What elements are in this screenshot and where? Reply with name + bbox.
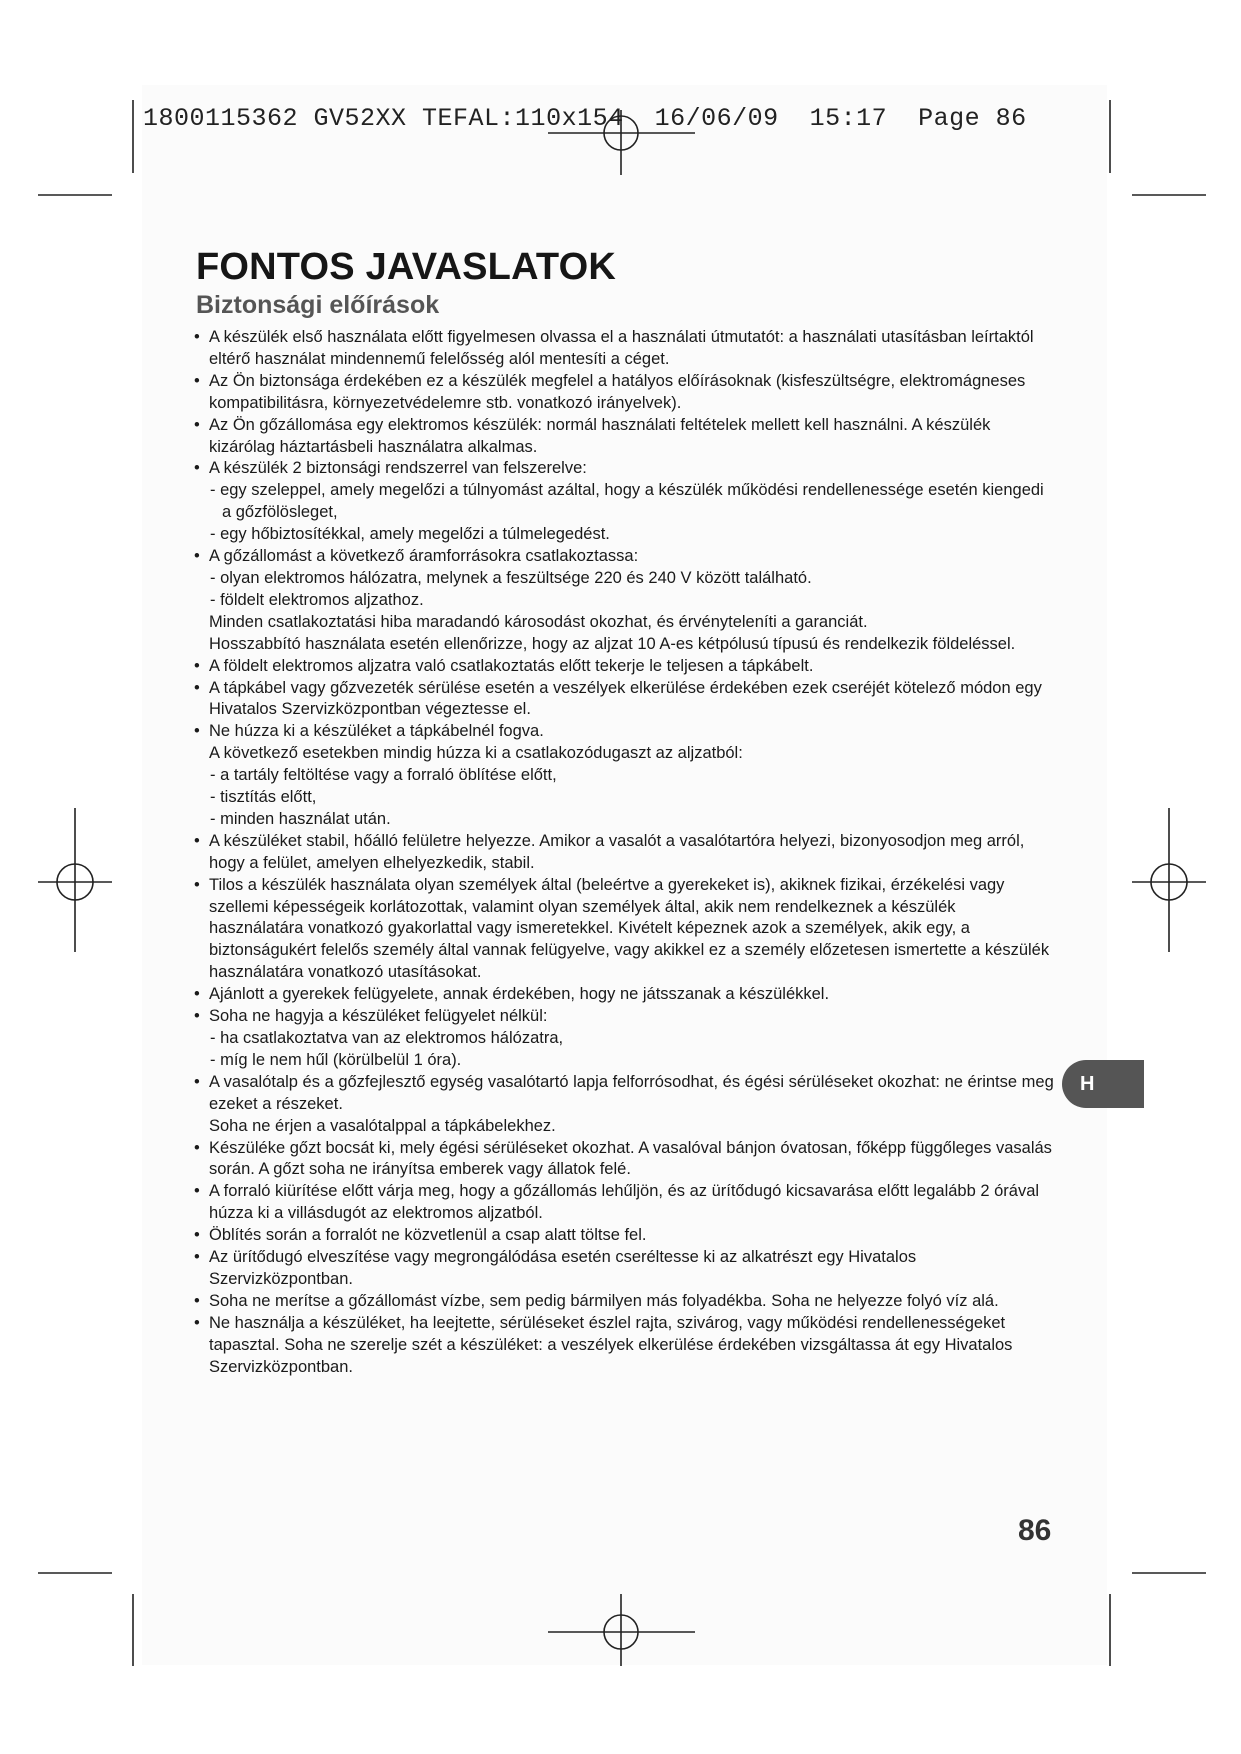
bullet-item: • A készüléket stabil, hőálló felületre helyezze. Amikor a vasalót a vasalótartóra helyezi, bizonyosodjon meg arról, hogy a felület, amelyen elhelyezkedik, stabil.	[194, 831, 1054, 875]
sub-item: - földelt elektromos aljzathoz.	[210, 590, 424, 609]
indented-paragraph: Hosszabbító használata esetén ellenőrizze, hogy az aljzat 10 A-es kétpólusú típusú és rendelkezik földeléssel.	[209, 634, 1016, 653]
safety-instructions	[194, 327, 1054, 1379]
bullet-item: • Az ürítődugó elveszítése vagy megrongálódása esetén cseréltesse ki az alkatrészt egy Hivatalos Szervizközpontban.	[194, 1247, 1054, 1291]
bullet-item: • A készülék 2 biztonsági rendszerrel van felszerelve:	[194, 458, 1054, 480]
bullet-item: • Az Ön gőzállomása egy elektromos készülék: normál használati feltételek mellett kell használni. A készülék kizárólag háztartásbeli használatra alkalmas.	[194, 415, 1054, 459]
indented-paragraph: Soha ne érjen a vasalótalppal a tápkábelekhez.	[209, 1116, 556, 1135]
sub-item: - minden használat után.	[210, 809, 391, 828]
page-number: 86	[1018, 1514, 1052, 1547]
sub-item: - egy hőbiztosítékkal, amely megelőzi a túlmelegedést.	[210, 525, 610, 544]
sub-item: - egy szeleppel, amely megelőzi a túlnyomást azáltal, hogy a készülék működési rendellenessége esetén kiengedi a gőzfölösleget,	[210, 481, 1044, 522]
bullet-item: • A vasalótalp és a gőzfejlesztő egység vasalótartó lapja felforrósodhat, és égési sérüléseket okozhat: ne érintse meg ezeket a részeket.	[194, 1072, 1054, 1116]
bullet-item: • A készülék első használata előtt figyelmesen olvassa el a használati útmutatót: a használati utasításban leírtaktól eltérő használat mindennemű felelősség alól mentesíti a céget.	[194, 327, 1054, 371]
bullet-item: • Soha ne hagyja a készüléket felügyelet nélkül:	[194, 1006, 1054, 1028]
bullet-item: • Soha ne merítse a gőzállomást vízbe, sem pedig bármilyen más folyadékba. Soha ne helyezze folyó víz alá.	[194, 1291, 1054, 1313]
bullet-item: • A tápkábel vagy gőzvezeték sérülése esetén a veszélyek elkerülése érdekében ezek cseréjét kötelező módon egy Hivatalos Szervizközpontban végeztesse el.	[194, 678, 1054, 722]
sub-item: - míg le nem hűl (körülbelül 1 óra).	[210, 1050, 462, 1069]
bullet-item: • A földelt elektromos aljzatra való csatlakoztatás előtt tekerje le teljesen a tápkábelt.	[194, 656, 1054, 678]
bullet-item: • Ne használja a készüléket, ha leejtette, sérüléseket észlel rajta, szivárog, vagy működési rendellenességeket tapasztal. Soha ne szerelje szét a készüléket: a veszélyek elkerülése érdekében vizsgáltassa át egy Hivatalos Szervizközpontban.	[194, 1313, 1054, 1379]
bullet-item: • Tilos a készülék használata olyan személyek által (beleértve a gyerekeket is), akiknek fizikai, érzékelési vagy szellemi képességeik korlátozottak, valamint olyan személyek által, akik nem rendelkeznek a készülék használatára vonatkozó gyakorlattal vagy ismeretekkel. Kivételt képeznek azok a személyek, akik egy, a biztonságukért felelős személy által vannak felügyelve, vagy akikkel ez a személy előzetesen ismertette a készülék használatára vonatkozó utasításokat.	[194, 875, 1054, 985]
sub-item: - a tartály feltöltése vagy a forraló öblítése előtt,	[210, 766, 557, 785]
sub-item: - tisztítás előtt,	[210, 788, 317, 807]
bullet-item: • Az Ön biztonsága érdekében ez a készülék megfelel a hatályos előírásoknak (kisfeszültségre, elektromágneses kompatibilitásra, környezetvédelemre stb. vonatkozó irányelvek).	[194, 371, 1054, 415]
indented-paragraph: A következő esetekben mindig húzza ki a csatlakozódugaszt az aljzatból:	[209, 744, 743, 763]
language-tab	[1062, 1060, 1144, 1108]
sub-item: - ha csatlakoztatva van az elektromos hálózatra,	[210, 1029, 564, 1047]
sub-item: - olyan elektromos hálózatra, melynek a feszültsége 220 és 240 V között található.	[210, 568, 812, 587]
language-tab-label: H	[1080, 1073, 1095, 1095]
section-subtitle: Biztonsági előírások	[196, 291, 440, 319]
bullet-item: • Öblítés során a forralót ne közvetlenül a csap alatt töltse fel.	[194, 1225, 1054, 1247]
print-slug: 1800115362 GV52XX TEFAL:110x154 16/06/09 15:17 Page 86	[143, 104, 1027, 133]
bullet-item: • A gőzállomást a következő áramforrásokra csatlakoztassa:	[194, 546, 1054, 568]
bullet-item: • Készüléke gőzt bocsát ki, mely égési sérüléseket okozhat. A vasalóval bánjon óvatosan, főképp függőleges vasalás során. A gőzt soha ne irányítsa emberek vagy állatok felé.	[194, 1138, 1054, 1182]
bullet-item: • Ne húzza ki a készüléket a tápkábelnél fogva.	[194, 721, 1054, 743]
bullet-item: • Ajánlott a gyerekek felügyelete, annak érdekében, hogy ne játsszanak a készülékkel.	[194, 984, 1054, 1006]
bullet-item: • A forraló kiürítése előtt várja meg, hogy a gőzállomás lehűljön, és az ürítődugó kicsavarása előtt legalább 2 órával húzza ki a villásdugót az elektromos aljzatból.	[194, 1181, 1054, 1225]
indented-paragraph: Minden csatlakoztatási hiba maradandó károsodást okozhat, és érvényteleníti a garanciát.	[209, 612, 868, 631]
page-title: FONTOS JAVASLATOK	[196, 246, 617, 288]
